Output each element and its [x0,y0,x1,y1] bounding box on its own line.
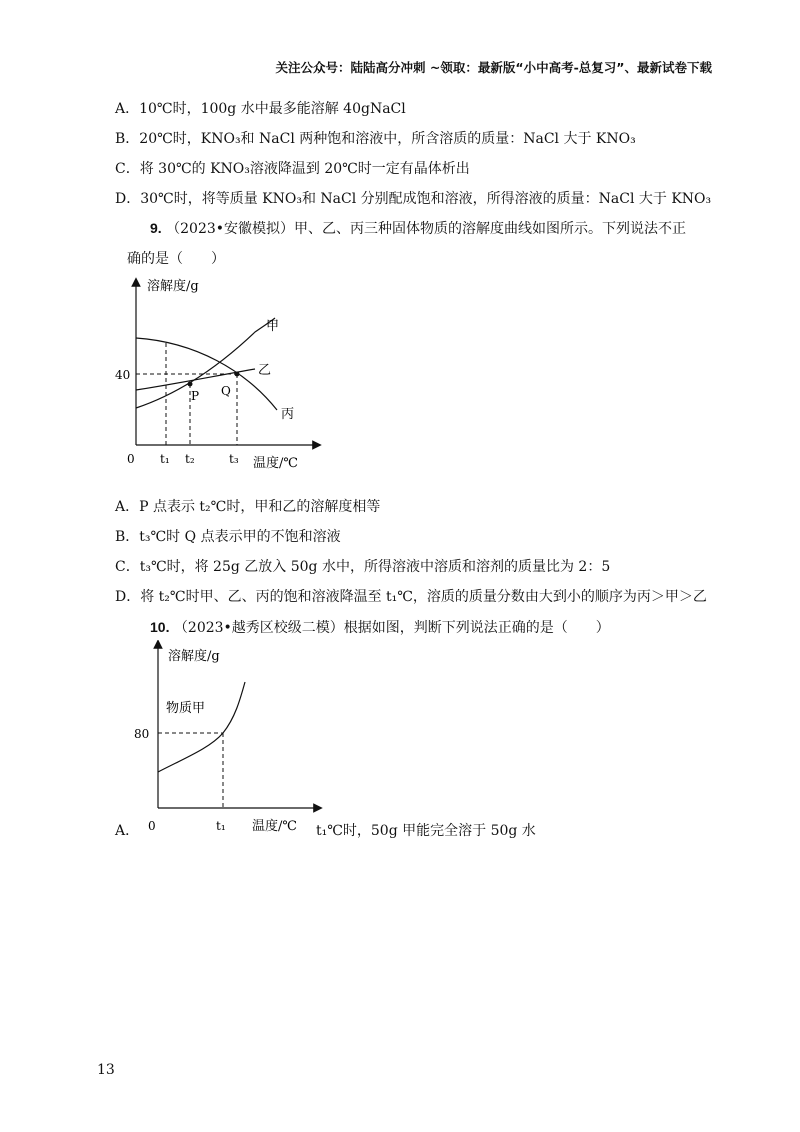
page-number: 13 [97,1062,115,1078]
q10-option-a-text: t₁℃时，50g 甲能完全溶于 50g 水 [316,823,536,839]
q8-option-a: A．10℃时，100g 水中最多能溶解 40gNaCl [115,101,406,117]
q10-number: 10. [150,619,170,635]
curve-label: 物质甲 [166,701,206,716]
x-tick-t3: t₃ [229,452,239,466]
origin-label: 0 [148,819,156,833]
origin-label: 0 [127,452,135,466]
q9-option-a: A．P 点表示 t₂℃时，甲和乙的溶解度相等 [115,499,381,515]
curve-label-bing: 丙 [281,407,295,422]
q9-option-c: C．t₃℃时，将 25g 乙放入 50g 水中，所得溶液中溶质和溶剂的质量比为 2：5 [115,559,611,575]
point-label-p: P [191,389,200,403]
x-axis-label: 温度/℃ [252,819,297,834]
q9-stem-line1 [150,218,686,238]
y-tick-40: 40 [115,368,131,382]
q9-stem-line2: 确的是（ ） [127,251,225,267]
page-header: 关注公众号：陆陆高分冲刺 ~领取：最新版“小中高考-总复习”、最新试卷下载 [275,60,712,75]
point-p [188,382,193,387]
y-axis-label: 溶解度/g [147,279,199,294]
x-tick-t1: t₁ [160,452,170,466]
y-tick-80: 80 [134,727,150,741]
q9-option-d: D．将 t₂℃时甲、乙、丙的饱和溶液降温至 t₁℃，溶质的质量分数由大到小的顺序为丙＞甲＞乙 [115,589,707,605]
q9-option-b: B．t₃℃时 Q 点表示甲的不饱和溶液 [115,529,341,545]
curve-jia [136,318,275,408]
curve-label-yi: 乙 [258,363,272,378]
x-tick-t2: t₂ [185,452,195,466]
q10-stem-text: （2023•越秀区校级二模）根据如图，判断下列说法正确的是（ ） [173,620,610,636]
q9-number: 9. [150,220,162,236]
solubility-chart-1 [105,270,325,480]
q8-option-c: C．将 30℃的 KNO₃溶液降温到 20℃时一定有晶体析出 [115,161,470,177]
q8-option-d: D．30℃时，将等质量 KNO₃和 NaCl 分别配成饱和溶液，所得溶液的质量：NaCl 大于 KNO₃ [115,191,712,207]
y-axis-label: 溶解度/g [168,649,220,664]
q10-stem [150,617,610,637]
q8-option-b: B．20℃时，KNO₃和 NaCl 两种饱和溶液中，所含溶质的质量：NaCl 大于 KNO₃ [115,131,636,147]
point-q [235,372,240,377]
q10-option-a-label: A． [115,823,140,839]
curve-substance-jia [158,682,245,772]
solubility-chart-2 [130,640,330,840]
q9-stem-text: （2023•安徽模拟）甲、乙、丙三种固体物质的溶解度曲线如图所示。下列说法不正 [166,221,687,237]
x-axis-label: 温度/℃ [253,456,298,471]
point-label-q: Q [221,384,231,398]
x-tick-t1: t₁ [216,819,226,833]
curve-label-jia: 甲 [266,319,280,334]
